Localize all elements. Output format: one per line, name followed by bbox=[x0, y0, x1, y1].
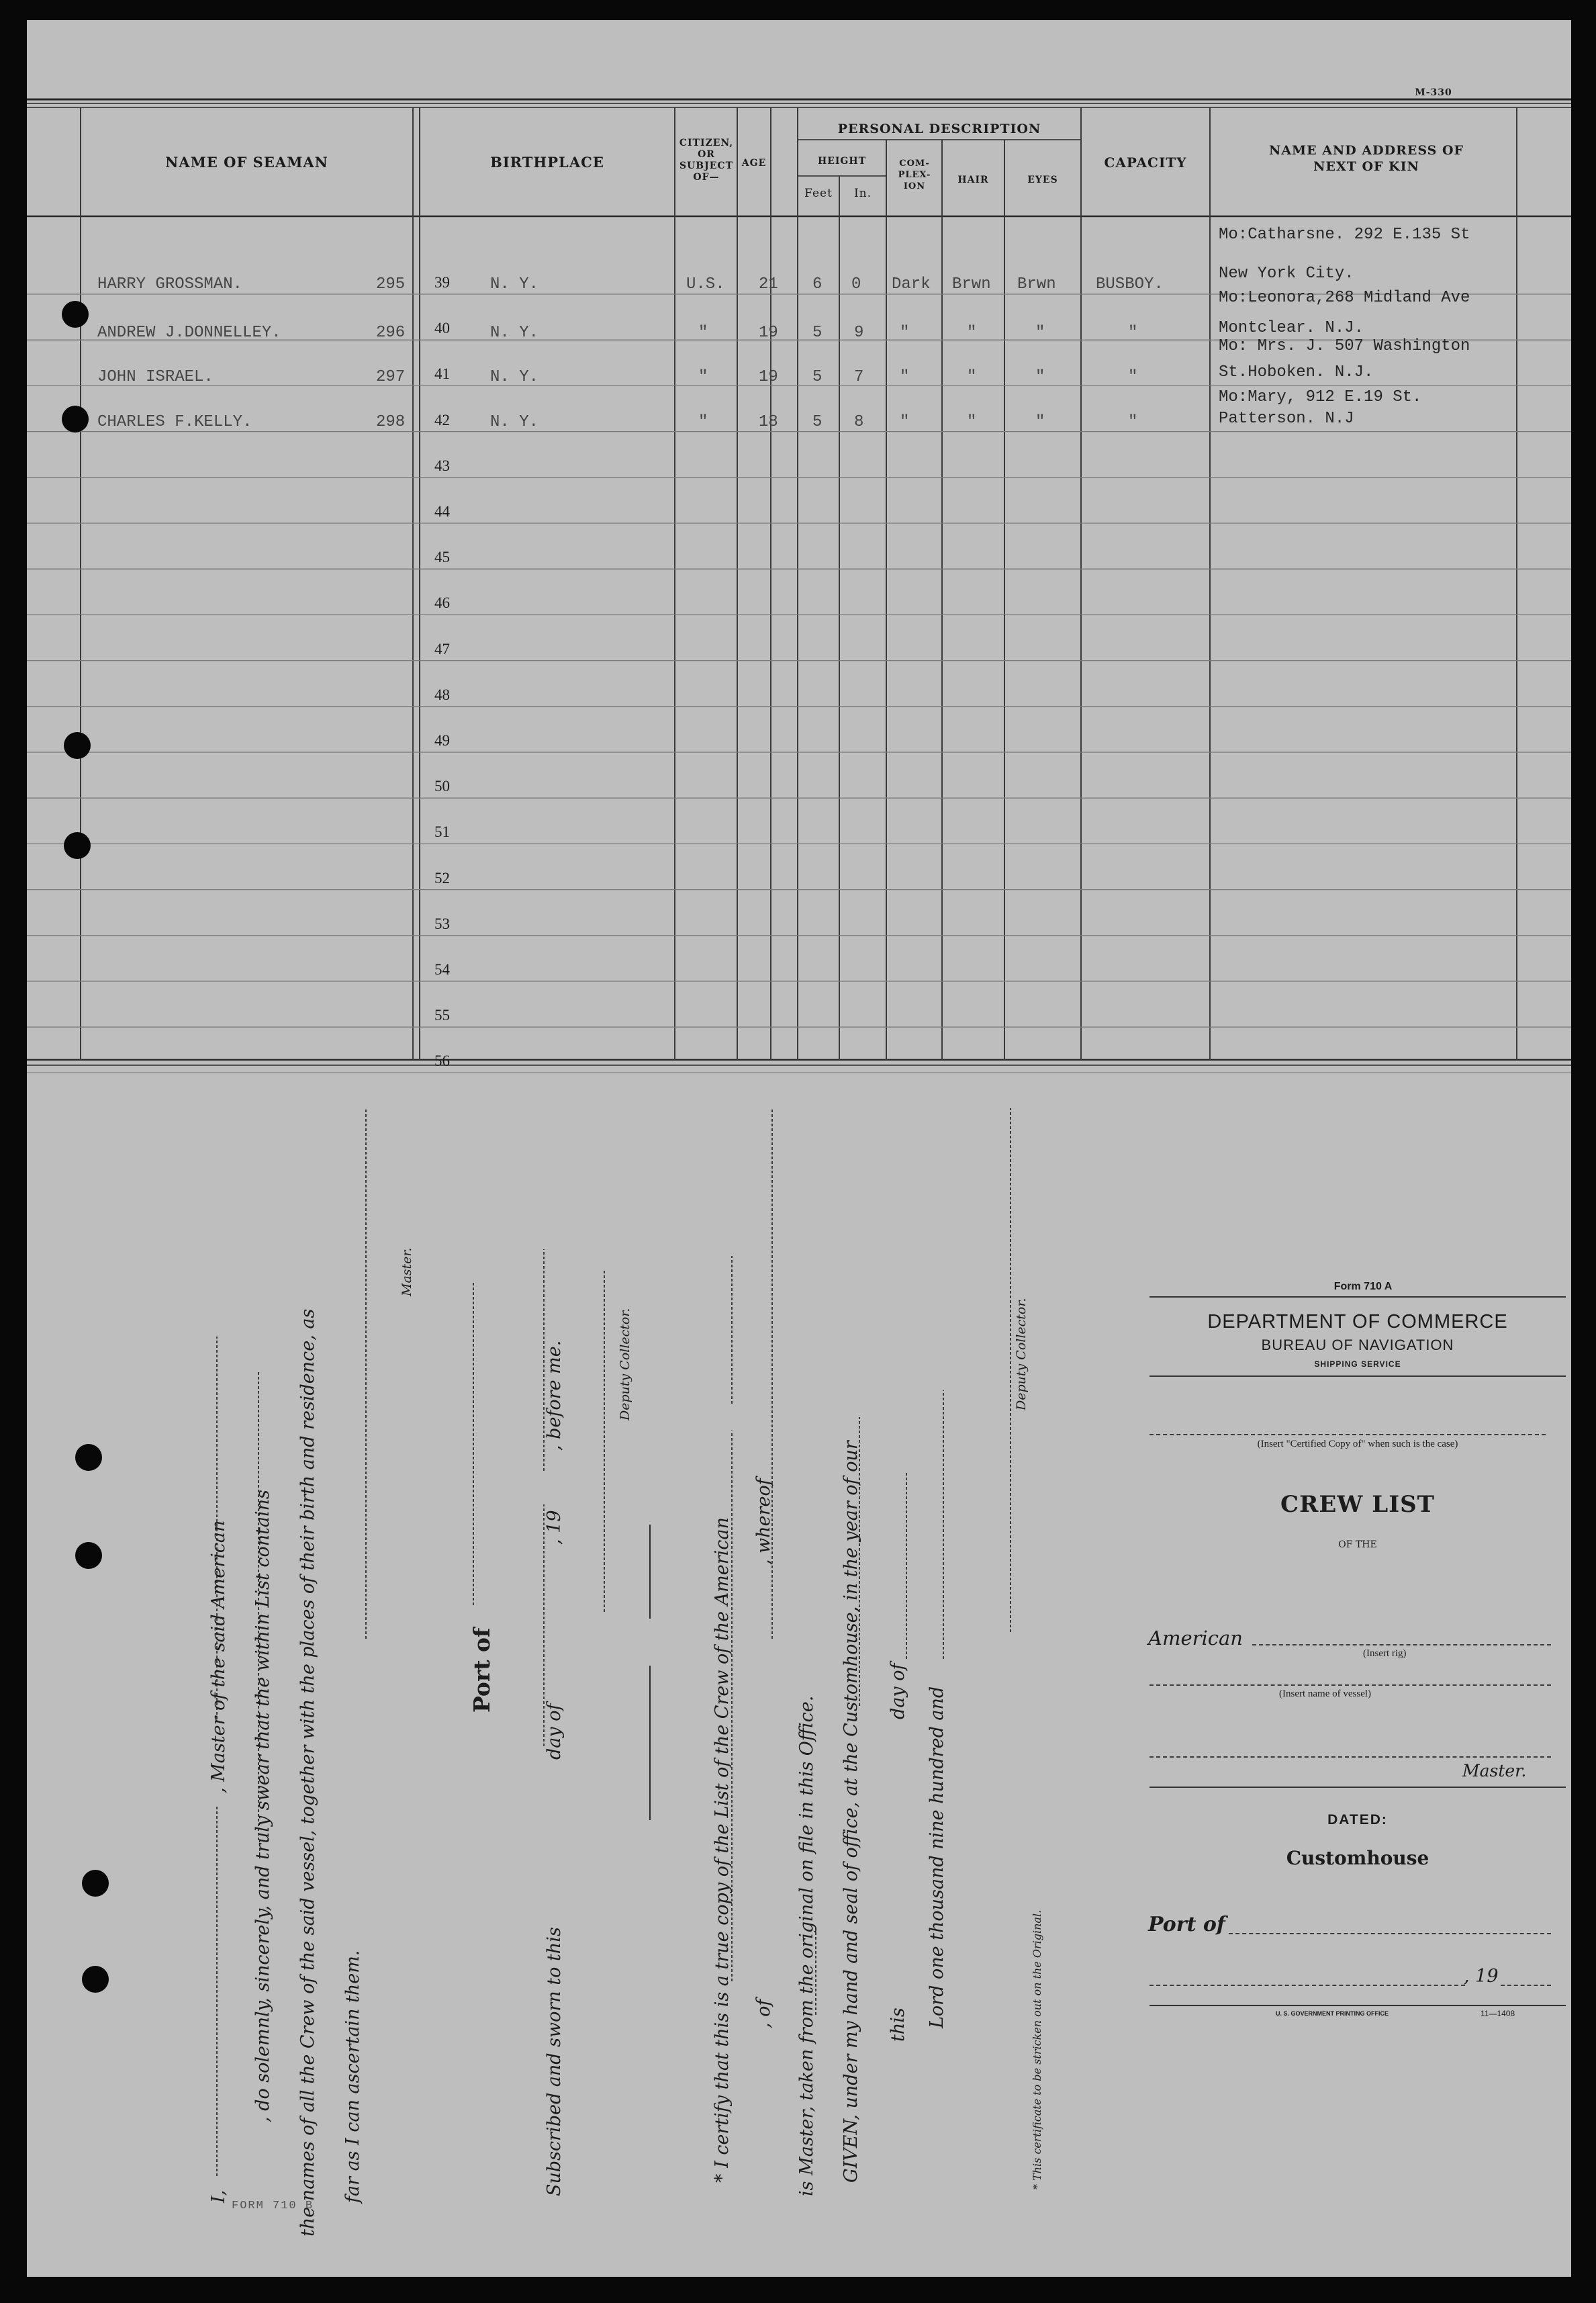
cover-customhouse: Customhouse bbox=[1286, 1847, 1429, 1869]
cover-print-code: 11—1408 bbox=[1481, 2009, 1515, 2018]
cover-insert-rig: (Insert rig) bbox=[1363, 1648, 1407, 1659]
punch-hole bbox=[82, 1966, 109, 1993]
age: 19 bbox=[759, 324, 778, 342]
punch-hole bbox=[75, 1542, 102, 1569]
seaman-name: JOHN ISRAEL. bbox=[97, 368, 214, 386]
seaman-number: 296 bbox=[376, 324, 406, 342]
complexion: " bbox=[900, 413, 910, 431]
bottom-stamp: FORM 710 B bbox=[232, 2200, 314, 2212]
oath-names: the names of all the Crew of the said vessel, together with the places of their birth and residence, as bbox=[297, 1308, 318, 2237]
oath-master-signature: Master. bbox=[400, 1247, 414, 1296]
birthplace: N. Y. bbox=[490, 413, 539, 431]
cover-rule bbox=[1149, 2005, 1566, 2006]
cover-of-the: OF THE bbox=[1338, 1539, 1377, 1550]
row-number: 55 bbox=[434, 1007, 450, 1024]
height-inches: 9 bbox=[854, 324, 864, 342]
citizen: U.S. bbox=[686, 275, 725, 293]
next-of-kin-line: Patterson. N.J bbox=[1219, 410, 1354, 428]
header-eyes: EYES bbox=[1027, 175, 1058, 185]
cert-this: this bbox=[888, 2007, 908, 2042]
cover-rule bbox=[1149, 1375, 1566, 1377]
cover-port-of: Port of bbox=[1148, 1913, 1225, 1936]
cover-insert-vessel: (Insert name of vessel) bbox=[1279, 1688, 1372, 1699]
seaman-name: ANDREW J.DONNELLEY. bbox=[97, 324, 281, 342]
height-feet: 5 bbox=[812, 413, 823, 431]
cover-shipping-service: SHIPPING SERVICE bbox=[1314, 1359, 1401, 1369]
age: 18 bbox=[759, 413, 778, 431]
cover-department: DEPARTMENT OF COMMERCE bbox=[1207, 1311, 1508, 1333]
cert-certify: * I certify that this is a true copy of the List of the Crew of the American bbox=[712, 1517, 733, 2183]
cover-year-line[interactable] bbox=[1501, 1985, 1551, 1986]
row-number: 47 bbox=[434, 640, 450, 658]
header-personal-description: PERSONAL DESCRIPTION bbox=[837, 122, 1041, 136]
row-number: 40 bbox=[434, 320, 450, 337]
age: 21 bbox=[759, 275, 778, 293]
seaman-number: 295 bbox=[376, 275, 406, 293]
cover-rule bbox=[1149, 1787, 1566, 1788]
row-number: 39 bbox=[434, 274, 450, 291]
header-citizen: CITIZEN, OR SUBJECT OF— bbox=[679, 138, 734, 183]
cover-insert-certified: (Insert "Certified Copy of" when such is the case) bbox=[1257, 1439, 1458, 1449]
oath-deputy-collector: Deputy Collector. bbox=[618, 1308, 632, 1420]
hair: Brwn bbox=[952, 275, 991, 293]
capacity: " bbox=[1128, 413, 1138, 431]
cover-american-label: American bbox=[1148, 1627, 1243, 1650]
eyes: " bbox=[1035, 413, 1045, 431]
oath-port-of: Port of bbox=[469, 1627, 495, 1713]
cover-rig-line[interactable] bbox=[1252, 1644, 1551, 1645]
age: 19 bbox=[759, 368, 778, 386]
oath-rules bbox=[27, 1068, 1135, 2250]
header-height: HEIGHT bbox=[817, 156, 867, 167]
next-of-kin-line: Mo:Catharsne. 292 E.135 St bbox=[1219, 226, 1470, 244]
cover-dated: DATED: bbox=[1327, 1812, 1388, 1827]
header-inches: In. bbox=[853, 187, 872, 200]
seaman-name: HARRY GROSSMAN. bbox=[97, 275, 243, 293]
complexion: " bbox=[900, 368, 910, 386]
row-number: 50 bbox=[434, 778, 450, 795]
header-complexion: COM- PLEX- ION bbox=[898, 159, 931, 191]
row-number: 43 bbox=[434, 457, 450, 474]
cover-form-number: Form 710 A bbox=[1333, 1281, 1393, 1292]
cert-in-year: , in the year of our bbox=[841, 1441, 861, 1612]
header-feet: Feet bbox=[804, 187, 833, 200]
header-birthplace: BIRTHPLACE bbox=[490, 154, 604, 171]
next-of-kin-line: New York City. bbox=[1219, 265, 1354, 283]
height-inches: 7 bbox=[854, 368, 864, 386]
cover-date-line[interactable] bbox=[1149, 1985, 1465, 1986]
punch-hole bbox=[64, 832, 91, 859]
capacity: " bbox=[1128, 324, 1138, 342]
cover-vessel-line[interactable] bbox=[1149, 1684, 1551, 1686]
hair: " bbox=[967, 368, 977, 386]
cover-port-line[interactable] bbox=[1229, 1933, 1551, 1934]
height-inches: 0 bbox=[851, 275, 861, 293]
oath-master-of: , Master of the said American bbox=[208, 1520, 229, 1793]
cover-rule bbox=[1149, 1296, 1566, 1298]
table-grid bbox=[27, 20, 1571, 1095]
row-number: 45 bbox=[434, 549, 450, 566]
row-number: 54 bbox=[434, 961, 450, 978]
oath-i: I, bbox=[208, 2189, 229, 2203]
next-of-kin-line: Montclear. N.J. bbox=[1219, 319, 1364, 337]
cover-master-line[interactable] bbox=[1149, 1756, 1551, 1758]
cover-year-19: , 19 bbox=[1464, 1966, 1499, 1987]
oath-year-19: , 19 bbox=[544, 1510, 565, 1545]
seaman-number: 298 bbox=[376, 413, 406, 431]
cert-is-master: is Master, taken from the original on file in this Office. bbox=[796, 1695, 817, 2196]
hair: " bbox=[967, 413, 977, 431]
height-feet: 5 bbox=[812, 368, 823, 386]
cert-of: , of bbox=[753, 1999, 774, 2028]
row-number: 52 bbox=[434, 869, 450, 887]
cert-deputy-collector: Deputy Collector. bbox=[1014, 1298, 1029, 1410]
cover-master-label: Master. bbox=[1462, 1761, 1527, 1780]
cert-lord: Lord one thousand nine hundred and bbox=[927, 1686, 947, 2028]
next-of-kin-line: Mo:Mary, 912 E.19 St. bbox=[1219, 388, 1422, 406]
height-feet: 5 bbox=[812, 324, 823, 342]
oath-subscribed: Subscribed and sworn to this bbox=[544, 1927, 565, 2196]
eyes: " bbox=[1035, 368, 1045, 386]
header-hair: HAIR bbox=[957, 175, 989, 185]
birthplace: N. Y. bbox=[490, 368, 539, 386]
row-number: 49 bbox=[434, 732, 450, 749]
header-capacity: CAPACITY bbox=[1104, 154, 1187, 171]
citizen: " bbox=[698, 368, 708, 386]
row-number: 41 bbox=[434, 365, 450, 383]
row-number: 42 bbox=[434, 411, 450, 428]
punch-hole bbox=[64, 732, 91, 759]
oath-far: far as I can ascertain them. bbox=[342, 1950, 363, 2203]
seaman-name: CHARLES F.KELLY. bbox=[97, 413, 252, 431]
citizen: " bbox=[698, 324, 708, 342]
capacity: BUSBOY. bbox=[1096, 275, 1164, 293]
row-number: 53 bbox=[434, 915, 450, 932]
cert-day-of: day of bbox=[888, 1663, 908, 1719]
complexion: " bbox=[900, 324, 910, 342]
oath-before-me: , before me. bbox=[544, 1340, 565, 1451]
cover-certified-line[interactable] bbox=[1149, 1434, 1546, 1435]
next-of-kin-line: St.Hoboken. N.J. bbox=[1219, 363, 1374, 381]
capacity: " bbox=[1128, 368, 1138, 386]
citizen: " bbox=[698, 413, 708, 431]
header-top-corner: M-330 bbox=[1415, 87, 1452, 98]
oath-swear: , do solemnly, sincerely, and truly swear that the within List contains bbox=[252, 1490, 273, 2122]
hair: " bbox=[967, 324, 977, 342]
punch-hole bbox=[82, 1870, 109, 1897]
row-number: 46 bbox=[434, 594, 450, 612]
oath-day-of: day of bbox=[544, 1703, 565, 1760]
height-inches: 8 bbox=[854, 413, 864, 431]
birthplace: N. Y. bbox=[490, 324, 539, 342]
height-feet: 6 bbox=[812, 275, 823, 293]
complexion: Dark bbox=[892, 275, 931, 293]
cert-footnote: * This certificate to be stricken out on the Original. bbox=[1031, 1909, 1043, 2189]
punch-hole bbox=[62, 301, 89, 328]
next-of-kin-line: Mo:Leonora,268 Midland Ave bbox=[1219, 289, 1470, 307]
cert-given: GIVEN, under my hand and seal of office, at the Customhouse, bbox=[841, 1606, 861, 2183]
crew-list-sheet bbox=[27, 20, 1571, 2277]
birthplace: N. Y. bbox=[490, 275, 539, 293]
row-number: 44 bbox=[434, 503, 450, 520]
cover-printer: U. S. GOVERNMENT PRINTING OFFICE bbox=[1276, 2010, 1389, 2017]
eyes: " bbox=[1035, 324, 1045, 342]
punch-hole bbox=[75, 1444, 102, 1471]
eyes: Brwn bbox=[1017, 275, 1056, 293]
cover-crew-list-title: CREW LIST bbox=[1280, 1491, 1435, 1518]
row-number: 48 bbox=[434, 686, 450, 703]
punch-hole bbox=[62, 406, 89, 433]
seaman-number: 297 bbox=[376, 368, 406, 386]
header-name-of-seaman: NAME OF SEAMAN bbox=[165, 154, 328, 171]
header-age: AGE bbox=[741, 158, 767, 169]
row-number: 56 bbox=[434, 1052, 450, 1070]
cover-bureau: BUREAU OF NAVIGATION bbox=[1261, 1337, 1454, 1353]
header-next-of-kin: NAME AND ADDRESS OF NEXT OF KIN bbox=[1268, 143, 1464, 174]
next-of-kin-line: Mo: Mrs. J. 507 Washington bbox=[1219, 337, 1470, 355]
row-number: 51 bbox=[434, 823, 450, 841]
cert-whereof: , whereof bbox=[753, 1478, 774, 1565]
